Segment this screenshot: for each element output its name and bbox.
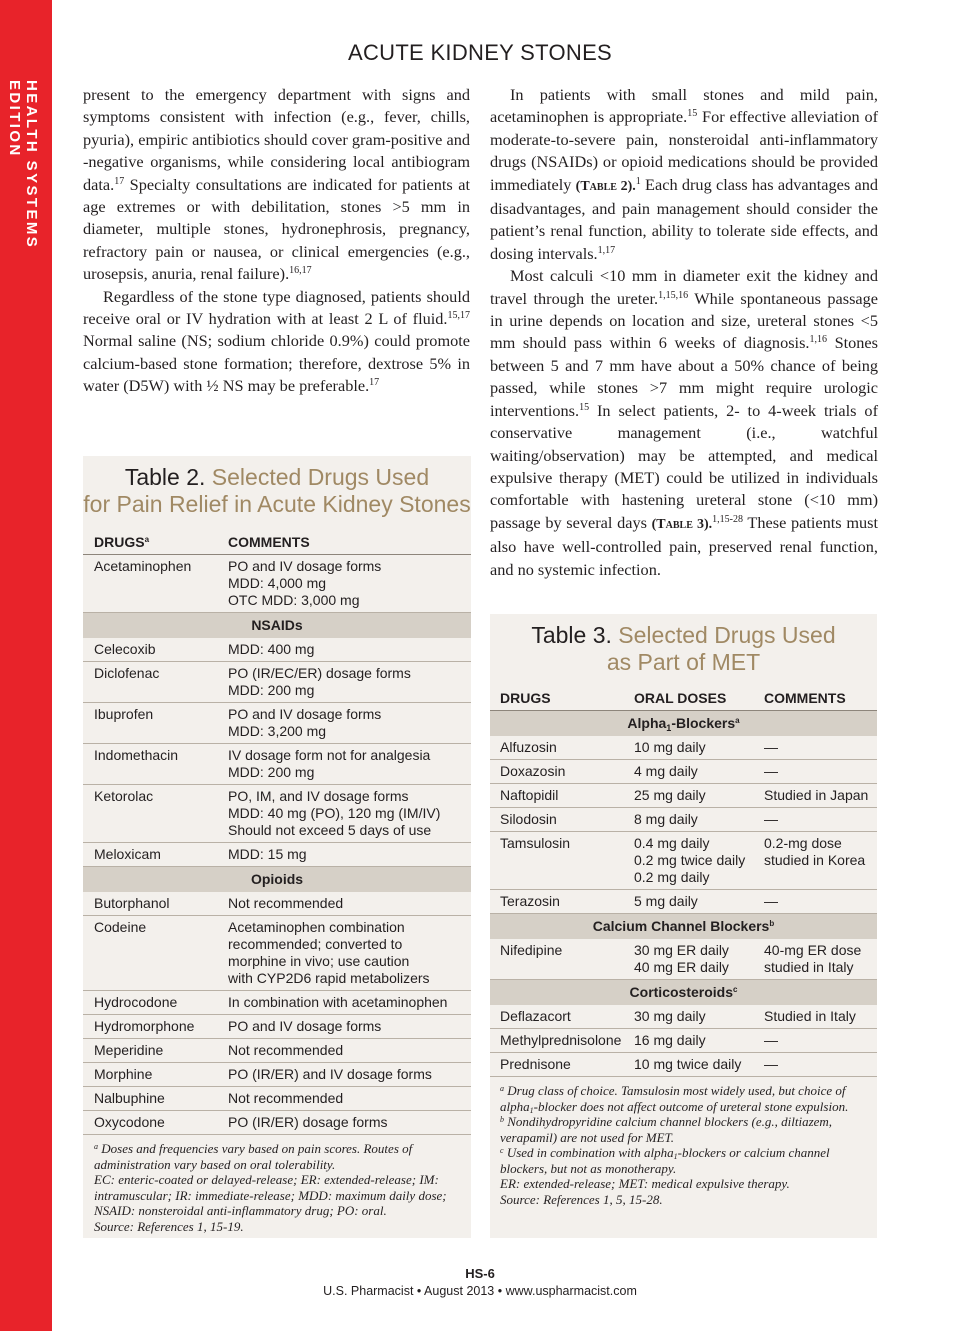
right-paragraph-2: Most calculi <10 mm in diameter exit the kidney and travel through the ureter.$^{1,15,16}$ While spontaneous passage in urine depends on location and size, ureteral stones <5 mm should pass within 6 weeks of diagnosis.$^{1,16}$ Stones between 5 and 7 mm have about a 50% chance of being passed, while stones >7 mm might require urologic interventions.$^{15}$ In select patients, 2- to 4-week trials of conservative management (i.e., watchful waiting/observation) may be attempted, and medical expulsive therapy (MET) could be utilized in individuals comfortable with hastening ureteral stone (<10 mm) passage by several days (Table 3).$^{1,15-28}$ These patients must also have well-controlled pain, preserved renal function, and no systemic infection. (490, 266, 878, 579)
table-row: Acetaminophen PO and IV dosage forms MDD: 4,000 mg OTC MDD: 3,000 mg (83, 555, 471, 613)
column-header-comments: COMMENTS (228, 530, 471, 555)
table-row: Methylprednisolone 16 mg daily — (490, 1029, 877, 1053)
group-row-opioids: Opioids (83, 867, 471, 893)
table-row: Tamsulosin 0.4 mg daily 0.2 mg twice daily 0.2 mg daily 0.2-mg dose studied in Korea (490, 832, 877, 890)
page-title: ACUTE KIDNEY STONES (347, 40, 613, 65)
table-row: Ketorolac PO, IM, and IV dosage forms MDD: 40 mg (PO), 120 mg (IM/IV) Should not exceed 5 days of use (83, 785, 471, 843)
table-row: Doxazosin 4 mg daily — (490, 760, 877, 784)
table-2-grid (83, 530, 471, 1135)
table-2-title: Table 2. Selected Drugs Used for Pain Relief in Acute Kidney Stones (83, 464, 471, 517)
table-row: Celecoxib MDD: 400 mg (83, 638, 471, 662)
group-row-alpha-blockers: Alpha$_1$-Blockers$^a$ (490, 711, 877, 737)
table-row: Oxycodone PO (IR/ER) dosage forms (83, 1111, 471, 1135)
table-row: Indomethacin IV dosage form not for analgesia MDD: 200 mg (83, 744, 471, 785)
table-row: Butorphanol Not recommended (83, 892, 471, 916)
right-paragraph-1: In patients with small stones and mild pain, acetaminophen is appropriate.$^{15}$ For effective alleviation of moderate-to-severe pain, nonsteroidal anti-inflammatory drugs (NSAIDs) or opioid medications should be provided immediately (Table 2).$^1$ Each drug class has advantages and disadvantages, and pain management should consider the patient’s renal function, ability to tolerate side effects, and dosing intervals.$^{1,17}$ (490, 85, 879, 263)
table-row: Naftopidil 25 mg daily Studied in Japan (490, 784, 877, 808)
table-row: Ibuprofen PO and IV dosage forms MDD: 3,200 mg (83, 703, 471, 744)
table-row: Deflazacort 30 mg daily Studied in Italy (490, 1005, 877, 1029)
table-3 (490, 614, 877, 1238)
left-column (83, 84, 470, 398)
group-row-calcium-channel-blockers: Calcium Channel Blockers$^b$ (490, 914, 877, 940)
table-row: Codeine Acetaminophen combination recommended; converted to morphine in vivo; use caution with CYP2D6 rapid metabolizers (83, 916, 471, 991)
column-header-drugs: DRUGS (490, 686, 634, 711)
left-paragraph-1: present to the emergency department with signs and symptoms consistent with infection (e.g., fever, chills, pyuria), empiric antibiotics should cover gram-positive and -negative organisms, while considering local antibiogram data.$^{17}$ Specialty consultations are indicated for patients at age extremes or with debilitation, stones >5 mm in diameter, multiple stones, hydronephrosis, pregnancy, refractory pain or nausea, or clinical emergencies (e.g., urosepsis, anuria, renal failure).$^{16,17}$ (83, 85, 470, 284)
left-paragraph-2: Regardless of the stone type diagnosed, patients should receive oral or IV hydration with at least 2 L of fluid.$^{15,17}$ Normal saline (NS; sodium chloride 0.9%) could promote calcium-based stone formation; therefore, dextrose 5% in water (D5W) with ½ NS may be preferable.$^{17}$ (83, 286, 470, 396)
column-header-oral-doses: ORAL DOSES (634, 686, 764, 711)
table-row: Silodosin 8 mg daily — (490, 808, 877, 832)
table-header-row (83, 530, 471, 555)
column-header-drugs: DRUGS$^a$ (83, 530, 228, 555)
table-3-reference: (Table 3). (651, 516, 713, 532)
table-row: Morphine PO (IR/ER) and IV dosage forms (83, 1063, 471, 1087)
column-header-comments: COMMENTS (764, 686, 877, 711)
table-row: Meloxicam MDD: 15 mg (83, 843, 471, 867)
publication-footer: U.S. Pharmacist • August 2013 • www.uspharmacist.com (323, 1284, 637, 1298)
table-2-reference: (Table 2). (575, 178, 636, 194)
sidebar-band (0, 0, 52, 1331)
page-number: HS-6 (465, 1266, 495, 1281)
table-2 (83, 456, 471, 1238)
table-row: Prednisone 10 mg twice daily — (490, 1053, 877, 1077)
table-2-footnotes: $^a$ Doses and frequencies vary based on pain scores. Routes of administration vary based on oral tolerability. EC: enteric-coated or delayed-release; ER: extended-release; IM: intramuscular; IR: immediate-release; MDD: maximum daily dose; NSAID: nonsteroidal anti-inflammatory drug; PO: oral. Source: References 1, 15-19. (94, 1141, 447, 1234)
table-row: Nifedipine 30 mg ER daily 40 mg ER daily 40-mg ER dose studied in Italy (490, 939, 877, 980)
table-row: Alfuzosin 10 mg daily — (490, 736, 877, 760)
table-row: Nalbuphine Not recommended (83, 1087, 471, 1111)
table-header-row (490, 686, 877, 711)
group-row-nsaids: NSAIDs (83, 613, 471, 639)
table-row: Hydromorphone PO and IV dosage forms (83, 1015, 471, 1039)
section-label: HEALTH SYSTEMS EDITION (6, 80, 40, 250)
table-3-footnotes: $^a$ Drug class of choice. Tamsulosin most widely used, but choice of alpha$_1$-blocker does not affect outcome of ureteral stone expulsion. $^b$ Nondihydropyridine calcium channel blockers (e.g., diltiazem, verapamil) are not used for MET. $^c$ Used in combination with alpha$_1$-blockers or calcium channel blockers, but not as monotherapy. ER: extended-release; MET: medical expulsive therapy. Source: References 1, 5, 15-28. (500, 1083, 849, 1207)
table-row: Hydrocodone In combination with acetaminophen (83, 991, 471, 1015)
table-row: Meperidine Not recommended (83, 1039, 471, 1063)
table-3-grid (490, 686, 877, 1077)
table-3-title: Table 3. Selected Drugs Used as Part of MET (531, 622, 836, 675)
right-column (490, 84, 878, 581)
table-row: Diclofenac PO (IR/EC/ER) dosage forms MDD: 200 mg (83, 662, 471, 703)
group-row-corticosteroids: Corticosteroids$^c$ (490, 980, 877, 1006)
table-row: Terazosin 5 mg daily — (490, 890, 877, 914)
